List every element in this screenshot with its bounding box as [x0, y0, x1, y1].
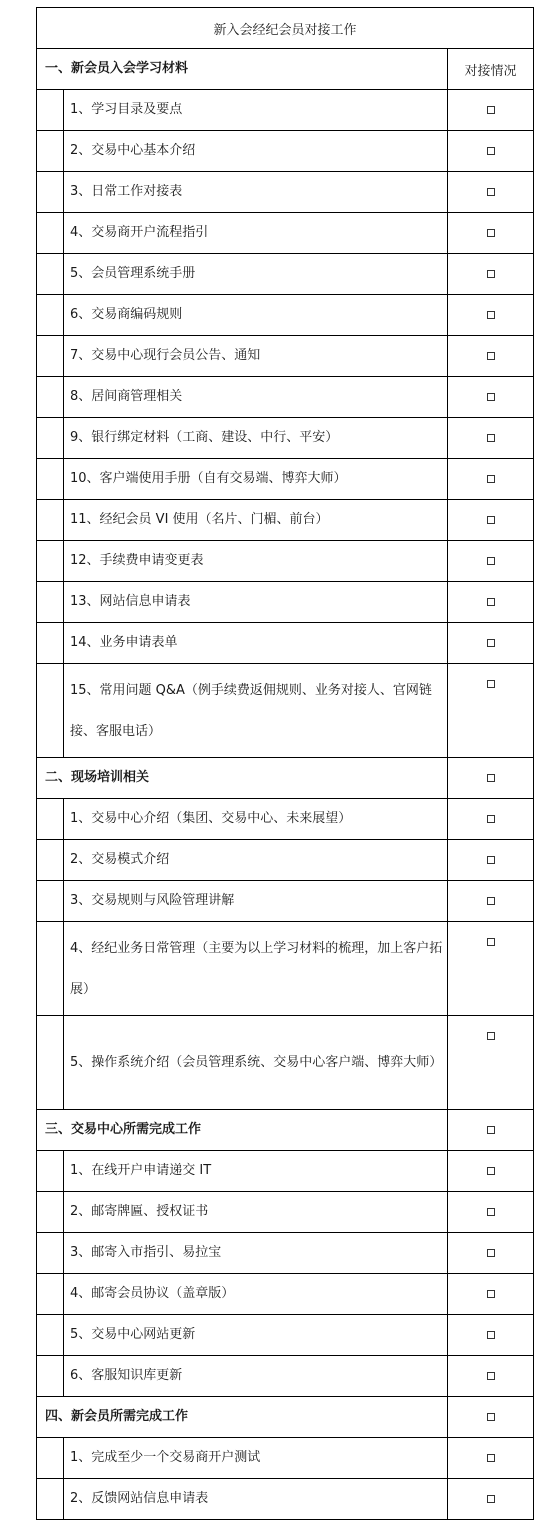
item-status-cell: [448, 1016, 534, 1110]
checklist-item-label: 13、网站信息申请表: [64, 582, 448, 623]
item-status-cell: [448, 664, 534, 758]
item-status-cell: [448, 922, 534, 1016]
checkbox-icon[interactable]: [487, 1331, 495, 1339]
indent-cell: [37, 541, 64, 582]
checklist-item-row: [37, 1356, 534, 1397]
checklist-item-row: [37, 213, 534, 254]
checklist-item-label: 6、交易商编码规则: [64, 295, 448, 336]
item-status-cell: [448, 418, 534, 459]
checkbox-icon[interactable]: [487, 897, 495, 905]
indent-cell: [37, 1192, 64, 1233]
indent-cell: [37, 131, 64, 172]
section-status-cell: [448, 758, 534, 799]
checklist-item-label: 4、经纪业务日常管理（主要为以上学习材料的梳理，加上客户拓展）: [64, 922, 448, 1016]
checklist-item-row: [37, 500, 534, 541]
checkbox-icon[interactable]: [487, 1495, 495, 1503]
checklist-item-row: [37, 131, 534, 172]
section-status-cell: [448, 1110, 534, 1151]
checklist-item-label: 6、客服知识库更新: [64, 1356, 448, 1397]
checklist-item-label: 4、邮寄会员协议（盖章版）: [64, 1274, 448, 1315]
checklist-item-label: 1、学习目录及要点: [64, 90, 448, 131]
checklist-item-row: [37, 623, 534, 664]
onboarding-checklist-table: [36, 7, 534, 1520]
indent-cell: [37, 922, 64, 1016]
table-body: [37, 8, 534, 1520]
indent-cell: [37, 799, 64, 840]
item-status-cell: [448, 881, 534, 922]
indent-cell: [37, 1356, 64, 1397]
checkbox-icon[interactable]: [487, 516, 495, 524]
checkbox-icon[interactable]: [487, 774, 495, 782]
indent-cell: [37, 418, 64, 459]
indent-cell: [37, 213, 64, 254]
checklist-item-row: [37, 295, 534, 336]
checklist-item-row: [37, 922, 534, 1016]
checklist-item-row: [37, 254, 534, 295]
checkbox-icon[interactable]: [487, 1167, 495, 1175]
checklist-item-row: [37, 418, 534, 459]
indent-cell: [37, 840, 64, 881]
item-status-cell: [448, 377, 534, 418]
item-status-cell: [448, 254, 534, 295]
checkbox-icon[interactable]: [487, 311, 495, 319]
checklist-item-label: 1、交易中心介绍（集团、交易中心、未来展望）: [64, 799, 448, 840]
checklist-item-row: [37, 582, 534, 623]
indent-cell: [37, 1151, 64, 1192]
checklist-item-label: 8、居间商管理相关: [64, 377, 448, 418]
checkbox-icon[interactable]: [487, 352, 495, 360]
section-header-row: [37, 1397, 534, 1438]
checkbox-icon[interactable]: [487, 557, 495, 565]
indent-cell: [37, 377, 64, 418]
indent-cell: [37, 582, 64, 623]
indent-cell: [37, 1315, 64, 1356]
checklist-item-row: [37, 664, 534, 758]
item-status-cell: [448, 336, 534, 377]
checklist-item-row: [37, 840, 534, 881]
checkbox-icon[interactable]: [487, 1290, 495, 1298]
checklist-item-label: 2、交易中心基本介绍: [64, 131, 448, 172]
indent-cell: [37, 623, 64, 664]
section-heading: 二、现场培训相关: [37, 758, 448, 799]
checklist-item-row: [37, 881, 534, 922]
checklist-item-row: [37, 1438, 534, 1479]
item-status-cell: [448, 541, 534, 582]
title-row: [37, 8, 534, 49]
item-status-cell: [448, 1315, 534, 1356]
item-status-cell: [448, 90, 534, 131]
indent-cell: [37, 664, 64, 758]
item-status-cell: [448, 459, 534, 500]
item-status-cell: [448, 799, 534, 840]
section-heading: 三、交易中心所需完成工作: [37, 1110, 448, 1151]
checkbox-icon[interactable]: [487, 1249, 495, 1257]
checklist-item-label: 2、邮寄牌匾、授权证书: [64, 1192, 448, 1233]
checkbox-icon[interactable]: [487, 598, 495, 606]
checklist-item-label: 9、银行绑定材料（工商、建设、中行、平安）: [64, 418, 448, 459]
item-status-cell: [448, 172, 534, 213]
checklist-item-label: 5、操作系统介绍（会员管理系统、交易中心客户端、博弈大师）: [64, 1016, 448, 1110]
checklist-item-label: 2、反馈网站信息申请表: [64, 1479, 448, 1520]
checklist-item-row: [37, 459, 534, 500]
section-heading: 一、新会员入会学习材料: [37, 49, 448, 90]
indent-cell: [37, 459, 64, 500]
indent-cell: [37, 254, 64, 295]
checklist-item-label: 1、在线开户申请递交 IT: [64, 1151, 448, 1192]
section-header-row: [37, 758, 534, 799]
checkbox-icon[interactable]: [487, 1413, 495, 1421]
checklist-item-row: [37, 336, 534, 377]
status-column-header: 对接情况: [448, 49, 534, 90]
checklist-item-label: 15、常用问题 Q&A（例手续费返佣规则、业务对接人、官网链接、客服电话）: [64, 664, 448, 758]
checklist-item-row: [37, 1016, 534, 1110]
checkbox-icon[interactable]: [487, 434, 495, 442]
checklist-item-label: 10、客户端使用手册（自有交易端、博弈大师）: [64, 459, 448, 500]
checkbox-icon[interactable]: [487, 475, 495, 483]
indent-cell: [37, 172, 64, 213]
checklist-item-label: 14、业务申请表单: [64, 623, 448, 664]
checklist-item-row: [37, 799, 534, 840]
indent-cell: [37, 881, 64, 922]
checkbox-icon[interactable]: [487, 106, 495, 114]
indent-cell: [37, 1274, 64, 1315]
indent-cell: [37, 336, 64, 377]
checklist-item-label: 2、交易模式介绍: [64, 840, 448, 881]
section-heading: 四、新会员所需完成工作: [37, 1397, 448, 1438]
section-status-cell: [448, 1397, 534, 1438]
checkbox-icon[interactable]: [487, 1372, 495, 1380]
checklist-item-label: 3、交易规则与风险管理讲解: [64, 881, 448, 922]
indent-cell: [37, 90, 64, 131]
checklist-item-label: 12、手续费申请变更表: [64, 541, 448, 582]
page-title: 新入会经纪会员对接工作: [37, 8, 534, 49]
checklist-item-row: [37, 1192, 534, 1233]
checkbox-icon[interactable]: [487, 938, 495, 946]
indent-cell: [37, 1438, 64, 1479]
checklist-item-label: 3、日常工作对接表: [64, 172, 448, 213]
item-status-cell: [448, 500, 534, 541]
checklist-item-row: [37, 90, 534, 131]
checklist-item-label: 4、交易商开户流程指引: [64, 213, 448, 254]
checkbox-icon[interactable]: [487, 147, 495, 155]
item-status-cell: [448, 213, 534, 254]
checkbox-icon[interactable]: [487, 639, 495, 647]
item-status-cell: [448, 1192, 534, 1233]
checkbox-icon[interactable]: [487, 680, 495, 688]
item-status-cell: [448, 1233, 534, 1274]
section-header-row: [37, 49, 534, 90]
checkbox-icon[interactable]: [487, 1126, 495, 1134]
checkbox-icon[interactable]: [487, 1454, 495, 1462]
checkbox-icon[interactable]: [487, 188, 495, 196]
checklist-item-row: [37, 1315, 534, 1356]
checkbox-icon[interactable]: [487, 393, 495, 401]
checkbox-icon[interactable]: [487, 229, 495, 237]
indent-cell: [37, 1233, 64, 1274]
indent-cell: [37, 1016, 64, 1110]
checkbox-icon[interactable]: [487, 270, 495, 278]
checkbox-icon[interactable]: [487, 1208, 495, 1216]
checklist-item-row: [37, 1479, 534, 1520]
item-status-cell: [448, 1356, 534, 1397]
item-status-cell: [448, 295, 534, 336]
checklist-item-label: 5、交易中心网站更新: [64, 1315, 448, 1356]
item-status-cell: [448, 131, 534, 172]
item-status-cell: [448, 1479, 534, 1520]
item-status-cell: [448, 1274, 534, 1315]
checkbox-icon[interactable]: [487, 856, 495, 864]
checklist-item-row: [37, 1151, 534, 1192]
checklist-item-label: 1、完成至少一个交易商开户测试: [64, 1438, 448, 1479]
checkbox-icon[interactable]: [487, 815, 495, 823]
checklist-item-label: 11、经纪会员 VI 使用（名片、门楣、前台）: [64, 500, 448, 541]
checklist-item-row: [37, 377, 534, 418]
item-status-cell: [448, 840, 534, 881]
item-status-cell: [448, 623, 534, 664]
checklist-item-label: 5、会员管理系统手册: [64, 254, 448, 295]
checkbox-icon[interactable]: [487, 1032, 495, 1040]
indent-cell: [37, 500, 64, 541]
indent-cell: [37, 295, 64, 336]
checklist-item-label: 3、邮寄入市指引、易拉宝: [64, 1233, 448, 1274]
section-header-row: [37, 1110, 534, 1151]
item-status-cell: [448, 1438, 534, 1479]
item-status-cell: [448, 1151, 534, 1192]
checklist-item-row: [37, 541, 534, 582]
indent-cell: [37, 1479, 64, 1520]
checklist-item-row: [37, 172, 534, 213]
checklist-item-row: [37, 1233, 534, 1274]
checklist-item-row: [37, 1274, 534, 1315]
checklist-item-label: 7、交易中心现行会员公告、通知: [64, 336, 448, 377]
item-status-cell: [448, 582, 534, 623]
